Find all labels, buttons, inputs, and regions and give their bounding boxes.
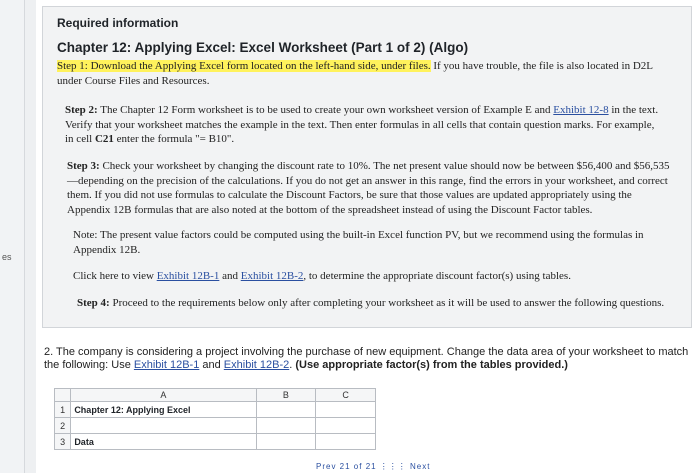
step2-text-c: enter the formula "= B10". bbox=[113, 133, 235, 145]
step3-label: Step 3: bbox=[67, 160, 100, 172]
cell-c3[interactable] bbox=[316, 434, 376, 450]
question-bold-instruction: (Use appropriate factor(s) from the tables provided.) bbox=[295, 359, 568, 371]
corner-cell bbox=[55, 389, 71, 402]
step4-label: Step 4: bbox=[77, 297, 110, 309]
click-text-and: and bbox=[219, 270, 241, 282]
step1-rest: If you have trouble, the file is also located in D2L under Course Files and Resources. bbox=[57, 60, 653, 87]
question-text-and: and bbox=[199, 359, 224, 371]
required-information-heading: Required information bbox=[57, 16, 179, 30]
cell-c1[interactable] bbox=[316, 402, 376, 418]
sheet-row bbox=[55, 402, 376, 418]
exhibit-12b-2-link[interactable]: Exhibit 12B-2 bbox=[240, 270, 304, 282]
column-header-row bbox=[55, 389, 376, 402]
column-header-b[interactable]: B bbox=[256, 389, 316, 402]
step1-highlight: Step 1: Download the Applying Excel form located on the left-hand side, under files. bbox=[57, 60, 431, 72]
step2-cell-ref: C21 bbox=[94, 133, 114, 145]
cell-a2[interactable] bbox=[71, 418, 256, 434]
exhibit-12-8-link[interactable]: Exhibit 12-8 bbox=[553, 104, 609, 116]
cell-c2[interactable] bbox=[316, 418, 376, 434]
note-paragraph: Note: The present value factors could be computed using the built-in Excel function PV, but we recommend using the formulas in Appendix 12B. bbox=[73, 229, 644, 256]
left-sidebar bbox=[0, 0, 25, 473]
exhibit-links-paragraph bbox=[73, 269, 673, 284]
row-number: 1 bbox=[55, 402, 71, 418]
cell-a3[interactable]: Data bbox=[71, 434, 256, 450]
step2-paragraph bbox=[65, 103, 665, 147]
step4-text: Proceed to the requirements below only after completing your worksheet as it will be used to answer the following questions. bbox=[109, 297, 665, 309]
cell-b2[interactable] bbox=[256, 418, 316, 434]
cell-b3[interactable] bbox=[256, 434, 316, 450]
worksheet-grid bbox=[54, 388, 376, 450]
question-text-b: . bbox=[289, 359, 296, 371]
click-text-a: Click here to view bbox=[73, 270, 157, 282]
main-panel bbox=[36, 0, 700, 473]
step3-paragraph bbox=[67, 159, 673, 217]
required-information-box bbox=[42, 6, 692, 328]
question-text-a: 2. The company is considering a project involving the purchase of new equipment. Change the data area of your worksheet to match the following: Use bbox=[44, 346, 689, 371]
sheet-row bbox=[55, 434, 376, 450]
q-exhibit-12b-1-link[interactable]: Exhibit 12B-1 bbox=[133, 359, 200, 371]
step2-text-b: in the text. Verify that your worksheet matches the example in the text. Then enter formulas in all cells that contain question marks. For example, in cell bbox=[65, 104, 659, 145]
cell-a1[interactable]: Chapter 12: Applying Excel bbox=[71, 402, 256, 418]
step3-text: Check your worksheet by changing the discount rate to 10%. The net present value should now be between $56,400 and $56,535—depending on the precision of the calculations. If you do not get an answer in this range, find the errors in your worksheet, and correct them. If you did not use formulas to calculate the Discount Factors, be sure that those values are updated appropriately using the Appendix 12B formulas that are also noted at the bottom of the spreadsheet instead of using the Discount Factor tables. bbox=[67, 160, 670, 216]
question-2-text bbox=[44, 346, 692, 372]
step2-label: Step 2: bbox=[65, 104, 98, 116]
column-header-a[interactable]: A bbox=[71, 389, 256, 402]
row-number: 3 bbox=[55, 434, 71, 450]
exhibit-12b-1-link[interactable]: Exhibit 12B-1 bbox=[156, 270, 220, 282]
step2-text-a: The Chapter 12 Form worksheet is to be used to create your own worksheet version of Example E and bbox=[97, 104, 554, 116]
sheet-row bbox=[55, 418, 376, 434]
cell-b1[interactable] bbox=[256, 402, 316, 418]
sidebar-cut-label: es bbox=[2, 252, 12, 262]
column-header-c[interactable]: C bbox=[316, 389, 376, 402]
step1-paragraph bbox=[57, 59, 677, 88]
chapter-title: Chapter 12: Applying Excel: Excel Worksheet (Part 1 of 2) (Algo) bbox=[57, 40, 469, 55]
pager-bar[interactable]: Prev 21 of 21 ⋮⋮⋮ Next bbox=[316, 462, 431, 471]
row-number: 2 bbox=[55, 418, 71, 434]
q-exhibit-12b-2-link[interactable]: Exhibit 12B-2 bbox=[223, 359, 290, 371]
click-text-b: , to determine the appropriate discount factor(s) using tables. bbox=[303, 270, 571, 282]
step4-paragraph bbox=[77, 296, 667, 311]
